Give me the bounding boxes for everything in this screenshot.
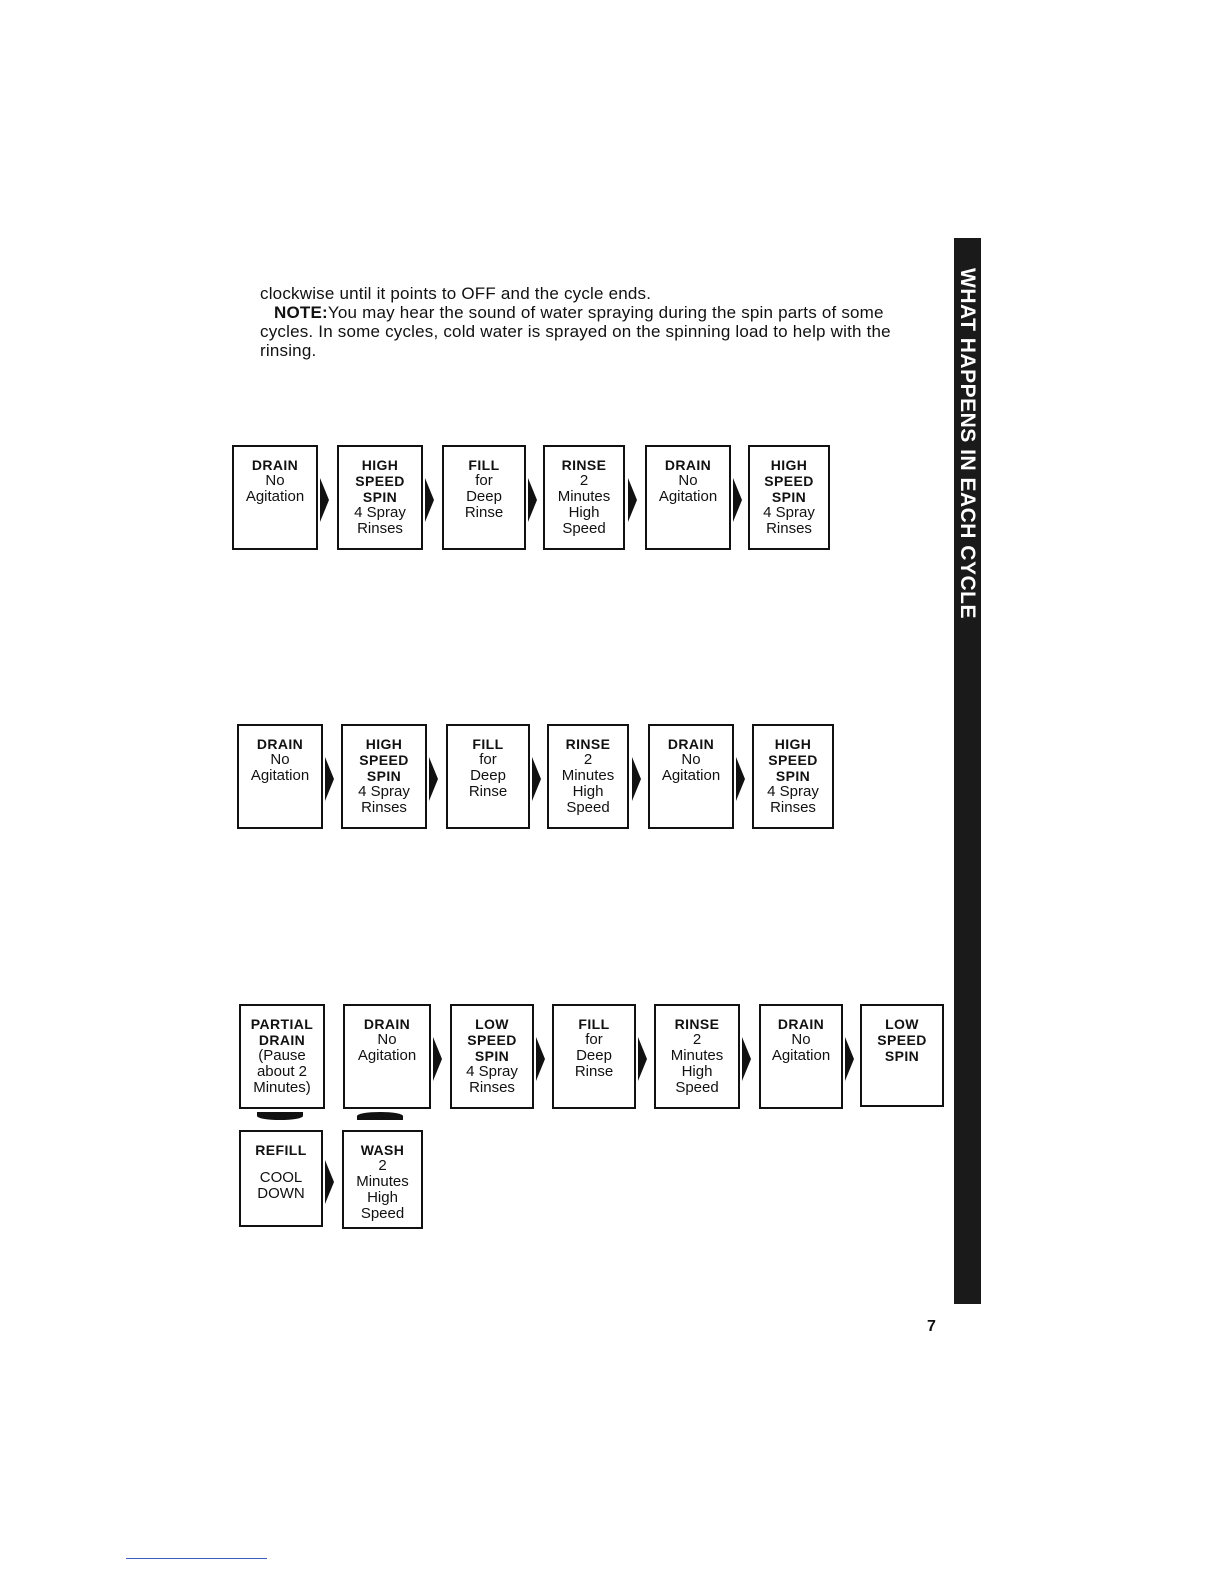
footer-rule — [126, 1558, 267, 1559]
step-line: Rinses — [770, 799, 816, 816]
step-line: (Pause — [258, 1047, 306, 1064]
arrow-right-icon — [845, 1037, 854, 1081]
step-title: FILL — [468, 457, 500, 473]
section-tab-label: WHAT HAPPENS IN EACH CYCLE — [956, 268, 979, 619]
step-line: Speed — [360, 1205, 405, 1222]
step-title: DRAIN — [667, 736, 715, 752]
step-line: for — [479, 751, 497, 768]
step-line: Agitation — [771, 1047, 831, 1064]
step-rinse — [654, 1004, 740, 1109]
step-line: Rinse — [574, 1063, 614, 1080]
step-high-speed-spin — [341, 724, 427, 829]
step-fill — [552, 1004, 636, 1109]
step-rinse — [543, 445, 625, 550]
step-line: Agitation — [245, 488, 305, 505]
step-line: No — [681, 751, 701, 768]
step-line: 2 — [378, 1157, 387, 1174]
step-title: WASH — [360, 1142, 405, 1158]
step-title: RINSE — [561, 457, 607, 473]
step-title: DRAIN — [251, 457, 299, 473]
arrow-right-icon — [429, 757, 438, 801]
step-low-speed-spin — [450, 1004, 534, 1109]
arrow-right-icon — [433, 1037, 442, 1081]
step-line: Speed — [675, 1079, 719, 1096]
step-line: Agitation — [250, 767, 310, 784]
arrow-down-icon — [257, 1112, 303, 1120]
step-title: RINSE — [565, 736, 611, 752]
arrow-right-icon — [742, 1037, 751, 1081]
step-drain — [237, 724, 323, 829]
arrow-right-icon — [425, 478, 434, 522]
step-line: Minutes — [356, 1173, 409, 1190]
step-line: Minutes — [557, 488, 611, 505]
step-line: for — [475, 472, 493, 489]
step-title: DRAIN — [363, 1016, 411, 1032]
step-drain — [759, 1004, 843, 1109]
step-line: Rinses — [469, 1079, 515, 1096]
step-line: 4 Spray — [767, 783, 819, 800]
intro-line: clockwise until it points to OFF and the cycle ends. — [260, 284, 652, 303]
step-line: Speed — [566, 799, 610, 816]
step-line: No — [678, 472, 698, 489]
step-refill — [239, 1130, 323, 1227]
step-high-speed-spin — [337, 445, 423, 550]
step-line: Rinses — [766, 520, 812, 537]
step-title: RINSE — [674, 1016, 720, 1032]
step-line: High — [568, 504, 600, 521]
step-drain — [343, 1004, 431, 1109]
step-line: Agitation — [357, 1047, 417, 1064]
step-line: 4 Spray — [466, 1063, 518, 1080]
step-drain — [232, 445, 318, 550]
step-line: 4 Spray — [354, 504, 406, 521]
step-line: No — [265, 472, 285, 489]
step-title: DRAIN — [664, 457, 712, 473]
step-line: No — [270, 751, 290, 768]
page-number: 7 — [927, 1318, 936, 1335]
step-title: FILL — [578, 1016, 610, 1032]
step-line: Minutes — [561, 767, 615, 784]
arrow-right-icon — [736, 757, 745, 801]
step-line: 2 — [583, 751, 593, 768]
step-line: Minutes) — [253, 1079, 311, 1096]
step-wash — [342, 1130, 423, 1229]
step-line: No — [377, 1031, 397, 1048]
step-title: LOW SPEED SPIN — [467, 1016, 517, 1064]
step-line: DOWN — [257, 1185, 305, 1202]
intro-text — [260, 284, 930, 360]
arrow-right-icon — [628, 478, 637, 522]
step-high-speed-spin — [752, 724, 834, 829]
arrow-right-icon — [320, 478, 329, 522]
step-line: No — [791, 1031, 811, 1048]
step-line: Rinses — [357, 520, 403, 537]
step-line: Rinse — [468, 783, 508, 800]
arrow-right-icon — [638, 1037, 647, 1081]
step-line: 2 — [579, 472, 589, 489]
step-line: High — [681, 1063, 713, 1080]
step-line: 2 — [692, 1031, 702, 1048]
arrow-right-icon — [528, 478, 537, 522]
step-fill — [446, 724, 530, 829]
step-line: Minutes — [670, 1047, 724, 1064]
step-line: Deep — [466, 488, 502, 505]
step-line: High — [572, 783, 604, 800]
step-fill — [442, 445, 526, 550]
arrow-right-icon — [536, 1037, 545, 1081]
step-high-speed-spin — [748, 445, 830, 550]
note-text: You may hear the sound of water spraying during the spin parts of some cycles. In some cycles, cold water is sprayed on the spinning load to help with the rinsing. — [260, 303, 891, 360]
arrow-right-icon — [325, 757, 334, 801]
step-line: High — [367, 1189, 398, 1206]
step-title: HIGH SPEED SPIN — [355, 457, 405, 505]
step-line: 4 Spray — [763, 504, 815, 521]
step-line: Rinse — [464, 504, 504, 521]
arrow-right-icon — [325, 1160, 334, 1204]
step-line: 4 Spray — [358, 783, 410, 800]
step-title: HIGH SPEED SPIN — [359, 736, 409, 784]
step-line: Deep — [576, 1047, 612, 1064]
note-label: NOTE: — [274, 303, 328, 322]
step-line: Rinses — [361, 799, 407, 816]
step-rinse — [547, 724, 629, 829]
step-line: about 2 — [256, 1063, 308, 1080]
step-line: Agitation — [658, 488, 718, 505]
step-low-speed-spin — [860, 1004, 944, 1107]
step-line: COOL — [259, 1169, 303, 1186]
section-tab — [954, 238, 981, 1304]
step-line: for — [585, 1031, 603, 1048]
step-title: REFILL — [255, 1142, 307, 1158]
step-drain — [648, 724, 734, 829]
arrow-right-icon — [733, 478, 742, 522]
step-title: FILL — [472, 736, 504, 752]
step-title: HIGH SPEED SPIN — [764, 457, 814, 505]
arrow-right-icon — [532, 757, 541, 801]
arrow-up-icon — [357, 1112, 403, 1120]
arrow-right-icon — [632, 757, 641, 801]
step-line: Deep — [470, 767, 506, 784]
step-title: LOW SPEED SPIN — [877, 1016, 927, 1064]
step-partial-drain — [239, 1004, 325, 1109]
step-drain — [645, 445, 731, 550]
step-title: DRAIN — [777, 1016, 825, 1032]
step-title: DRAIN — [256, 736, 304, 752]
step-title: PARTIAL DRAIN — [250, 1016, 314, 1048]
note-paragraph — [260, 303, 930, 360]
step-title: HIGH SPEED SPIN — [768, 736, 818, 784]
step-line: Speed — [562, 520, 606, 537]
step-line: Agitation — [661, 767, 721, 784]
